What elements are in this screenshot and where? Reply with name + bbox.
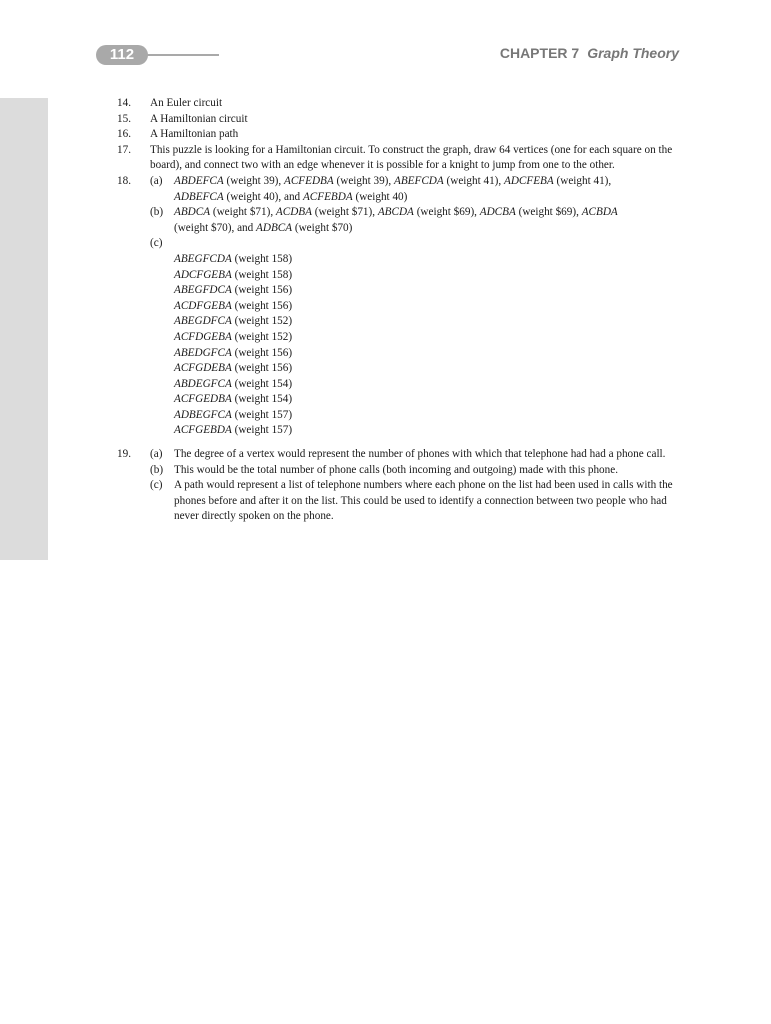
circuit-weight: (weight $69), xyxy=(413,206,480,219)
side-tab xyxy=(0,98,48,560)
circuit-name: ADCBA xyxy=(479,206,516,219)
circuit-weight: (weight 41), xyxy=(553,174,612,187)
answer-text: A Hamiltonian circuit xyxy=(150,112,248,125)
circuit-name: ABDEGFCA xyxy=(174,377,232,390)
list-item xyxy=(174,314,677,330)
answer-number: 18. xyxy=(117,174,131,187)
circuit-name: ACDFGEBA xyxy=(174,299,232,312)
answer-15 xyxy=(117,112,677,128)
list-item xyxy=(174,268,677,284)
circuit-weight: (weight $69), xyxy=(515,206,582,219)
list-item xyxy=(174,361,677,377)
list-item xyxy=(174,392,677,408)
part-label: (a) xyxy=(150,448,163,461)
circuit-weight: (weight 158) xyxy=(231,252,293,265)
list-item xyxy=(174,377,677,393)
answer-18b xyxy=(150,205,677,236)
circuit-weight: (weight 154) xyxy=(231,377,293,390)
circuit-weight: (weight 156) xyxy=(231,299,293,312)
list-item xyxy=(174,423,677,439)
circuit-name: ABEGFCDA xyxy=(174,252,232,265)
part-text: A path would represent a list of telephone numbers where each phone on the list had been used in calls with the phones before and after it on the list. This could be used to identify a connection between two people who had never directly spoken on the phone. xyxy=(174,479,673,523)
circuit-weight: (weight $70) xyxy=(292,221,353,234)
circuit-name: ACFEBDA xyxy=(302,190,353,203)
part-text: This would be the total number of phone calls (both incoming and outgoing) made with this phone. xyxy=(174,463,619,476)
circuit-weight: (weight 156) xyxy=(231,362,293,375)
circuit-weight: (weight 158) xyxy=(231,268,293,281)
answer-list xyxy=(117,96,677,525)
answer-number: 17. xyxy=(117,143,131,156)
circuit-name: ADCFEBA xyxy=(504,174,554,187)
circuit-name: ACFGEDBA xyxy=(174,393,232,406)
circuit-name: ACBDA xyxy=(581,206,618,219)
circuit-weight: (weight 157) xyxy=(231,408,293,421)
answer-19b xyxy=(150,463,677,479)
answer-number: 16. xyxy=(117,128,131,141)
chapter-heading xyxy=(500,45,679,61)
part-label: (c) xyxy=(150,237,163,250)
header-rule xyxy=(146,54,219,56)
circuit-name: ACDBA xyxy=(275,206,312,219)
circuit-name: ADCFGEBA xyxy=(174,268,232,281)
circuit-weight: (weight 39), xyxy=(223,174,284,187)
circuit-weight: (weight $70), and xyxy=(174,221,257,234)
circuit-name: ADBEGFCA xyxy=(174,408,232,421)
circuit-name: ADBCA xyxy=(256,221,293,234)
circuit-weight: (weight 156) xyxy=(231,346,293,359)
page-number-badge: 112 xyxy=(96,45,148,65)
circuit-list xyxy=(150,252,677,439)
part-label: (a) xyxy=(150,174,163,187)
circuit-weight: (weight 41), xyxy=(443,174,504,187)
circuit-name: ABEGDFCA xyxy=(174,315,232,328)
answer-text: A Hamiltonian path xyxy=(150,128,239,141)
circuit-name: ACFEDBA xyxy=(284,174,334,187)
list-item xyxy=(174,283,677,299)
circuit-name: ABEGFDCA xyxy=(174,284,232,297)
list-item xyxy=(174,299,677,315)
answer-19c xyxy=(150,478,677,525)
circuit-name: ABEDGFCA xyxy=(174,346,232,359)
part-text: The degree of a vertex would represent the number of phones with which that telephone had had a phone call. xyxy=(174,448,666,461)
circuit-name: ABDEFCA xyxy=(174,174,224,187)
part-text xyxy=(174,175,611,203)
part-label: (c) xyxy=(150,479,163,492)
list-item xyxy=(174,346,677,362)
circuit-name: ABEFCDA xyxy=(394,174,444,187)
list-item xyxy=(174,252,677,268)
answer-number: 15. xyxy=(117,112,131,125)
circuit-name: ACFGEBDA xyxy=(174,424,232,437)
circuit-name: ADBEFCA xyxy=(174,190,224,203)
answer-18a xyxy=(150,174,677,205)
circuit-weight: (weight 152) xyxy=(231,330,293,343)
answer-text: This puzzle is looking for a Hamiltonian circuit. To construct the graph, draw 64 vertices (one for each square on the board), and connect two with an edge whenever it is possible for a knight to jump from one to the other. xyxy=(150,143,673,172)
circuit-name: ABDCA xyxy=(174,206,211,219)
answer-19a xyxy=(150,447,677,463)
chapter-title: Graph Theory xyxy=(587,45,679,61)
part-text xyxy=(174,206,618,234)
chapter-label: CHAPTER 7 xyxy=(499,45,580,61)
list-item xyxy=(174,408,677,424)
circuit-weight: (weight $71), xyxy=(311,206,378,219)
circuit-name: ABCDA xyxy=(377,206,414,219)
answer-18 xyxy=(117,174,677,439)
answer-number: 19. xyxy=(117,448,131,461)
answer-number: 14. xyxy=(117,97,131,109)
circuit-weight: (weight 156) xyxy=(231,284,293,297)
answer-text: An Euler circuit xyxy=(150,97,223,109)
circuit-weight: (weight 39), xyxy=(333,174,394,187)
list-item xyxy=(174,330,677,346)
circuit-weight: (weight 154) xyxy=(231,393,293,406)
circuit-weight: (weight 40), and xyxy=(223,190,303,203)
circuit-weight: (weight 157) xyxy=(231,424,293,437)
circuit-weight: (weight 40) xyxy=(352,190,408,203)
circuit-weight: (weight $71), xyxy=(210,206,276,219)
answer-16 xyxy=(117,127,677,143)
answer-17 xyxy=(117,143,677,174)
circuit-name: ACFDGEBA xyxy=(174,330,232,343)
answer-19 xyxy=(117,447,677,525)
part-label: (b) xyxy=(150,463,164,476)
circuit-name: ACFGDEBA xyxy=(174,362,232,375)
answer-14 xyxy=(117,96,677,112)
answer-18c xyxy=(150,236,677,252)
part-label: (b) xyxy=(150,206,164,219)
circuit-weight: (weight 152) xyxy=(231,315,293,328)
